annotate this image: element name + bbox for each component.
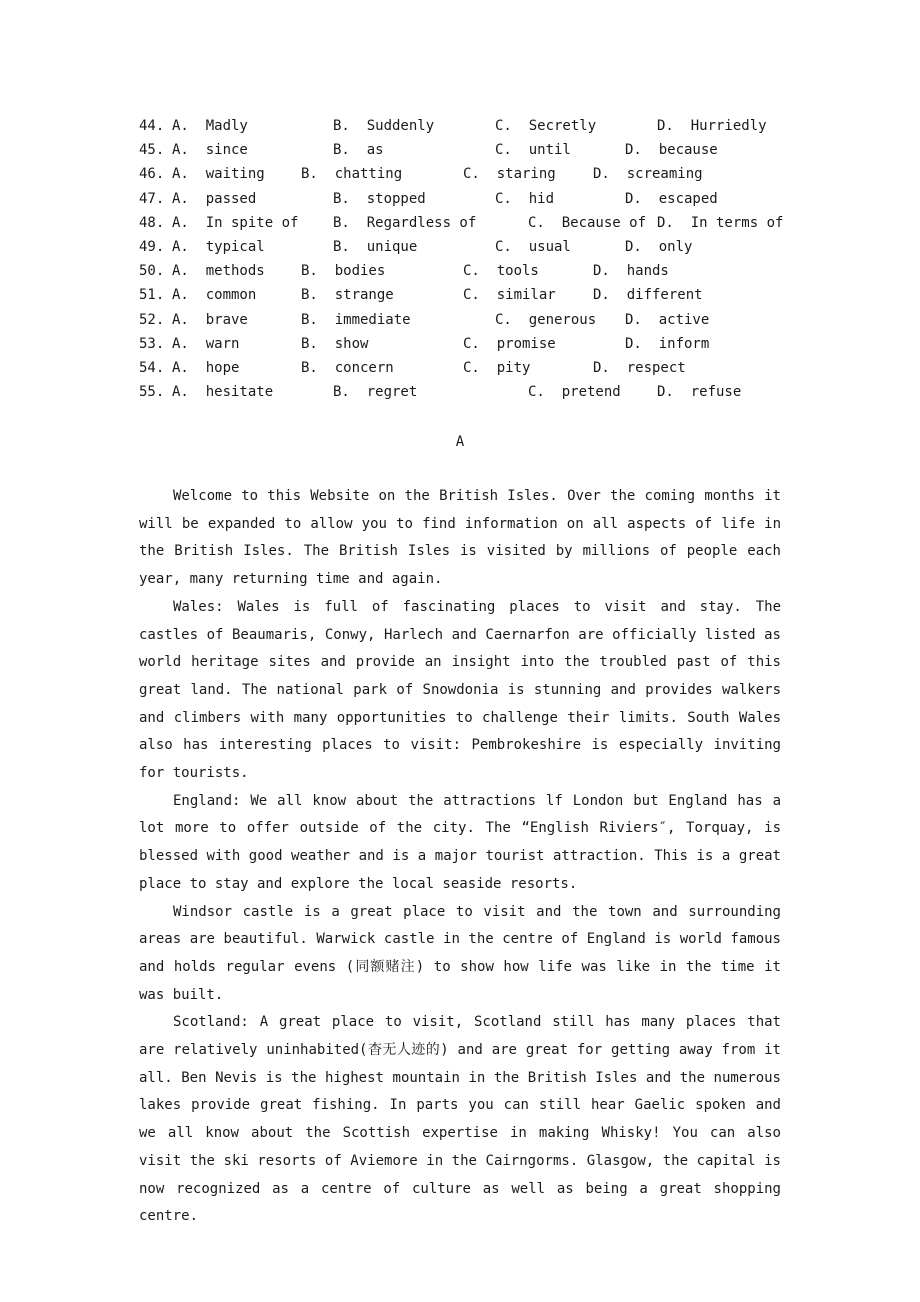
option-a: A. typical bbox=[172, 238, 265, 255]
option-b: B. regret bbox=[333, 384, 418, 401]
option-b: B. chatting bbox=[301, 166, 403, 183]
option-c: C. pretend bbox=[528, 384, 621, 401]
option-c: C. Secretly bbox=[495, 118, 597, 134]
option-a: A. waiting bbox=[172, 166, 265, 183]
question-number: 48. bbox=[139, 214, 165, 231]
question-row bbox=[139, 380, 819, 404]
option-d: D. inform bbox=[625, 335, 710, 352]
question-row bbox=[139, 162, 819, 186]
question-row bbox=[139, 308, 819, 332]
option-c: C. promise bbox=[463, 335, 556, 352]
question-number: 51. bbox=[139, 287, 165, 304]
question-row bbox=[139, 259, 819, 283]
question-number: 52. bbox=[139, 311, 165, 328]
option-d: D. respect bbox=[593, 359, 686, 376]
question-row bbox=[139, 187, 819, 211]
question-number: 45. bbox=[139, 142, 165, 159]
option-d: D. because bbox=[625, 142, 718, 159]
option-d: D. different bbox=[593, 287, 703, 304]
option-a: A. warn bbox=[172, 335, 240, 352]
option-c: C. tools bbox=[463, 263, 539, 280]
option-b: B. stopped bbox=[333, 190, 426, 207]
passage-paragraph: Scotland: A great place to visit, Scotland still has many places that are relatively uninhabited(杳无人迹的) and are great for getting away from it all. Ben Nevis is the highest mountain in the British Isles and the numerous lakes provide great fishing. In parts you can still hear Gaelic spoken and we all know about the Scottish expertise in making Whisky! You can also visit the ski resorts of Aviemore in the Cairngorms. Glasgow, the capital is now recognized as a centre of culture as well as being a great shopping centre. bbox=[139, 1014, 781, 1225]
option-d: D. In terms of bbox=[657, 214, 784, 231]
option-d: D. hands bbox=[593, 263, 669, 280]
option-b: B. immediate bbox=[301, 311, 411, 328]
option-c: C. until bbox=[495, 142, 571, 159]
option-b: B. Suddenly bbox=[333, 118, 435, 134]
option-b: B. strange bbox=[301, 287, 394, 304]
option-a: A. since bbox=[172, 142, 248, 159]
option-a: A. brave bbox=[172, 311, 248, 328]
question-number: 47. bbox=[139, 190, 165, 207]
option-b: B. show bbox=[301, 335, 369, 352]
answer-options-list bbox=[139, 114, 819, 404]
passage-paragraph: Windsor castle is a great place to visit and the town and surrounding areas are beautiful. Warwick castle in the centre of England is world famous and holds regular evens (同额赌注) to show how life was like in the time it was built. bbox=[139, 903, 781, 1003]
option-a: A. methods bbox=[172, 263, 265, 280]
option-c: C. similar bbox=[463, 287, 556, 304]
question-number: 49. bbox=[139, 238, 165, 255]
option-a: A. Madly bbox=[172, 118, 248, 134]
option-c: C. staring bbox=[463, 166, 556, 183]
option-d: D. refuse bbox=[657, 384, 742, 401]
question-row bbox=[139, 138, 819, 162]
option-c: C. usual bbox=[495, 238, 571, 255]
question-number: 55. bbox=[139, 384, 165, 401]
option-d: D. active bbox=[625, 311, 710, 328]
question-number: 53. bbox=[139, 335, 165, 352]
option-a: A. hesitate bbox=[172, 384, 274, 401]
question-row bbox=[139, 356, 819, 380]
option-c: C. hid bbox=[495, 190, 555, 207]
question-row bbox=[139, 211, 819, 235]
option-c: C. Because of bbox=[528, 214, 647, 231]
option-d: D. escaped bbox=[625, 190, 718, 207]
section-title: A bbox=[455, 434, 465, 450]
question-number: 46. bbox=[139, 166, 165, 183]
question-number: 50. bbox=[139, 263, 165, 280]
option-c: C. generous bbox=[495, 311, 597, 328]
option-d: D. Hurriedly bbox=[657, 118, 767, 134]
option-b: B. Regardless of bbox=[333, 214, 477, 231]
passage-paragraph: Wales: Wales is full of fascinating places to visit and stay. The castles of Beaumaris, Conwy, Harlech and Caernarfon are officially listed as world heritage sites and provide an insight into the troubled past of this great land. The national park of Snowdonia is stunning and provides walkers and climbers with many opportunities to challenge their limits. South Wales also has interesting places to visit: Pembrokeshire is especially inviting for tourists. bbox=[139, 598, 781, 782]
option-d: D. screaming bbox=[593, 166, 703, 183]
option-d: D. only bbox=[625, 238, 693, 255]
question-row bbox=[139, 283, 819, 307]
option-a: A. common bbox=[172, 287, 257, 304]
reading-passage bbox=[139, 483, 781, 1231]
question-number: 54. bbox=[139, 359, 165, 376]
question-row bbox=[139, 235, 819, 259]
option-a: A. passed bbox=[172, 190, 257, 207]
question-number: 44. bbox=[139, 118, 165, 134]
option-a: A. In spite of bbox=[172, 214, 299, 231]
question-row bbox=[139, 332, 819, 356]
option-c: C. pity bbox=[463, 359, 531, 376]
option-b: B. unique bbox=[333, 238, 418, 255]
question-row bbox=[139, 114, 819, 138]
option-b: B. as bbox=[333, 142, 384, 159]
option-a: A. hope bbox=[172, 359, 240, 376]
passage-paragraph: England: We all know about the attractions lf London but England has a lot more to offer outside of the city. The “English Riviers″, Torquay, is blessed with good weather and is a major tourist attraction. This is a great place to stay and explore the local seaside resorts. bbox=[139, 792, 781, 892]
passage-paragraph: Welcome to this Website on the British Isles. Over the coming months it will be expanded to allow you to find information on all aspects of life in the British Isles. The British Isles is visited by millions of people each year, many returning time and again. bbox=[139, 488, 781, 588]
option-b: B. concern bbox=[301, 359, 394, 376]
option-b: B. bodies bbox=[301, 263, 386, 280]
